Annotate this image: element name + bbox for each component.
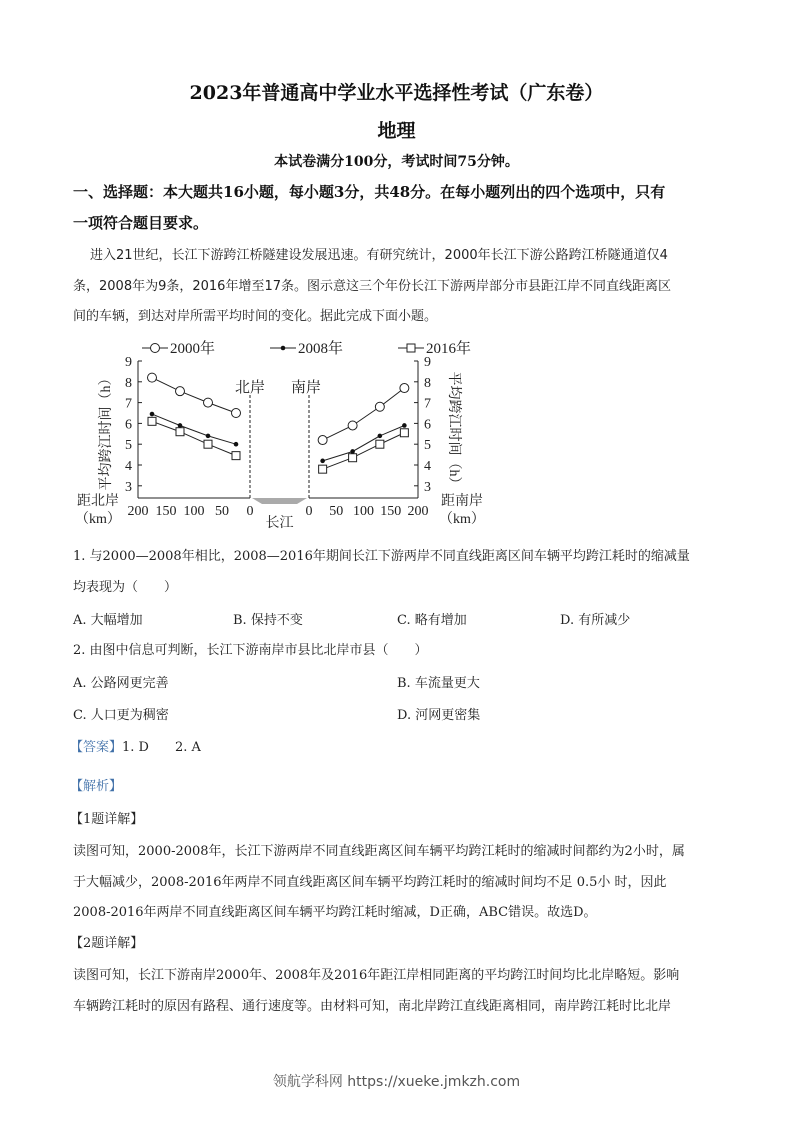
answer-line (70, 736, 201, 755)
series-2008年-south-line (323, 425, 405, 460)
material-line3: 间的车辆，到达对岸所需平均时间的变化。据此完成下面小题。 (73, 309, 438, 324)
q1-option-d: D. 有所减少 (560, 613, 631, 628)
q1-option-b: B. 保持不变 (233, 613, 303, 628)
north-point-2000年 (148, 373, 157, 382)
south-point-2016年 (319, 465, 327, 473)
series-2016年-north-line (152, 421, 236, 455)
legend-marker (151, 344, 160, 353)
north-point-2016年 (148, 417, 156, 425)
q2-option-d: D. 河网更密集 (397, 708, 481, 723)
north-x-axis-label: 距北岸（km） (75, 494, 121, 527)
section-heading-line1: 一、选择题：本大题共16小题，每小题3分，共48分。在每小题列出的四个选项中，只有 (73, 183, 666, 201)
left-y-tick-label: 7 (125, 396, 132, 412)
right-y-tick-label: 6 (424, 417, 431, 433)
q2-detail-heading: 【2题详解】 (70, 936, 144, 951)
south-point-2008年 (350, 449, 355, 454)
legend-label: 2016年 (426, 341, 472, 357)
material-line1: 进入21世纪，长江下游跨江桥隧建设发展迅速。有研究统计，2000年长江下游公路跨江桥隧通道仅4 (90, 248, 668, 263)
right-y-tick-label: 7 (424, 396, 431, 412)
south-bank-label: 南岸 (291, 380, 322, 396)
q1-detail-line1: 读图可知，2000-2008年，长江下游两岸不同直线距离区间车辆平均跨江耗时的缩减时间都约为2小时，属 (73, 844, 685, 859)
left-y-tick-label: 4 (125, 459, 132, 474)
south-point-2008年 (320, 459, 325, 464)
q2-detail-line1: 读图可知，长江下游南岸2000年、2008年及2016年距江岸相同距离的平均跨江时间均比北岸略短。影响 (73, 968, 680, 983)
exam-title: 2023年普通高中学业水平选择性考试（广东卷） (189, 82, 604, 104)
south-point-2000年 (348, 421, 357, 430)
south-point-2000年 (375, 402, 384, 411)
series-2016年-south-line (323, 433, 405, 469)
section-heading-line2: 一项符合题目要求。 (73, 214, 209, 232)
q2-detail-line2: 车辆跨江耗时的原因有路程、通行速度等。由材料可知，南北岸跨江直线距离相同，南岸跨江耗时比北岸 (73, 999, 672, 1014)
exam-note: 本试卷满分100分，考试时间75分钟。 (274, 154, 519, 170)
north-x-tick-label: 100 (183, 504, 205, 519)
south-x-tick-label: 0 (305, 504, 313, 519)
south-x-tick-label: 150 (380, 504, 402, 519)
material-line2: 条，2008年为9条，2016年增至17条。图示意这三个年份长江下游两岸部分市县距江岸不同直线距离区 (73, 279, 671, 294)
q1-option-c: C. 略有增加 (397, 613, 467, 628)
q1-detail-line3: 2008-2016年两岸不同直线距离区间车辆平均跨江耗时缩减，D正确，ABC错误。故选D。 (73, 905, 597, 920)
south-point-2000年 (318, 436, 327, 445)
south-x-tick-label: 100 (353, 504, 374, 519)
legend-label: 2000年 (170, 341, 216, 357)
river-shape (252, 498, 307, 504)
north-point-2008年 (234, 442, 239, 447)
north-point-2016年 (204, 440, 212, 448)
right-y-tick-label: 8 (424, 375, 431, 391)
series-2008年-north-line (152, 414, 236, 444)
legend-label: 2008年 (298, 341, 344, 357)
footer-watermark[interactable]: 领航学科网 https://xueke.jmkzh.com (272, 1074, 521, 1090)
south-point-2008年 (378, 434, 383, 439)
q2-option-b: B. 车流量更大 (397, 676, 480, 691)
series-2000年-south-line (323, 388, 405, 440)
q1-stem-line1: 1. 与2000—2008年相比，2008—2016年期间长江下游两岸不同直线距离区间车辆平均跨江耗时的缩减量 (73, 549, 690, 564)
left-y-tick-label: 6 (125, 417, 132, 433)
north-point-2008年 (150, 412, 155, 417)
series-2000年-north-line (152, 378, 236, 413)
right-y-tick-label: 4 (424, 459, 431, 474)
south-point-2016年 (400, 429, 408, 437)
north-point-2008年 (206, 434, 211, 439)
south-point-2016年 (376, 440, 384, 448)
legend (142, 339, 471, 357)
north-x-tick-label: 150 (155, 504, 177, 519)
right-y-tick-label: 5 (424, 438, 431, 454)
north-point-2016年 (176, 428, 184, 436)
crossing-time-chart (70, 335, 490, 535)
left-y-axis-label: 平均跨江时间（h） (99, 371, 114, 491)
south-x-tick-label: 50 (329, 504, 344, 519)
north-x-tick-label: 50 (215, 504, 229, 519)
analysis-label: 【解析】 (70, 779, 123, 794)
q2-option-c: C. 人口更为稠密 (73, 708, 169, 723)
north-point-2008年 (178, 423, 183, 428)
right-y-axis-label: 平均跨江时间（h） (446, 371, 461, 491)
south-x-tick-label: 200 (407, 504, 429, 519)
subject-title: 地理 (377, 120, 416, 142)
left-y-tick-label: 8 (125, 375, 132, 391)
south-point-2016年 (349, 454, 357, 462)
q1-detail-line2: 于大幅减少，2008-2016年两岸不同直线距离区间车辆平均跨江耗时的缩减时间均不足 0.5小 时，因此 (73, 875, 667, 890)
q1-stem-line2: 均表现为（ ） (73, 580, 178, 595)
north-point-2000年 (176, 387, 185, 396)
q1-detail-heading: 【1题详解】 (70, 812, 144, 827)
left-y-tick-label: 5 (125, 438, 132, 454)
right-y-tick-label: 3 (424, 479, 431, 495)
legend-marker (407, 344, 415, 352)
north-x-tick-label: 200 (127, 504, 149, 519)
q2-stem: 2. 由图中信息可判断，长江下游南岸市县比北岸市县（ ） (73, 643, 428, 658)
q1-option-a: A. 大幅增加 (73, 613, 143, 628)
left-y-tick-label: 3 (125, 479, 132, 495)
answer-label: 【答案】 (70, 740, 123, 755)
south-x-axis-label: 距南岸（km） (439, 494, 485, 527)
river-label: 长江 (265, 516, 294, 531)
north-point-2000年 (204, 398, 213, 407)
north-x-tick-label: 0 (246, 504, 254, 519)
north-bank-label: 北岸 (235, 380, 266, 396)
south-point-2008年 (402, 423, 407, 428)
q2-option-a: A. 公路网更完善 (73, 676, 169, 691)
north-point-2000年 (232, 409, 241, 418)
left-y-tick-label: 9 (125, 355, 132, 370)
answer-text: 1. D 2. A (122, 740, 201, 755)
legend-marker (281, 346, 286, 351)
south-point-2000年 (400, 384, 409, 393)
right-y-tick-label: 9 (424, 355, 431, 370)
north-point-2016年 (232, 452, 240, 460)
